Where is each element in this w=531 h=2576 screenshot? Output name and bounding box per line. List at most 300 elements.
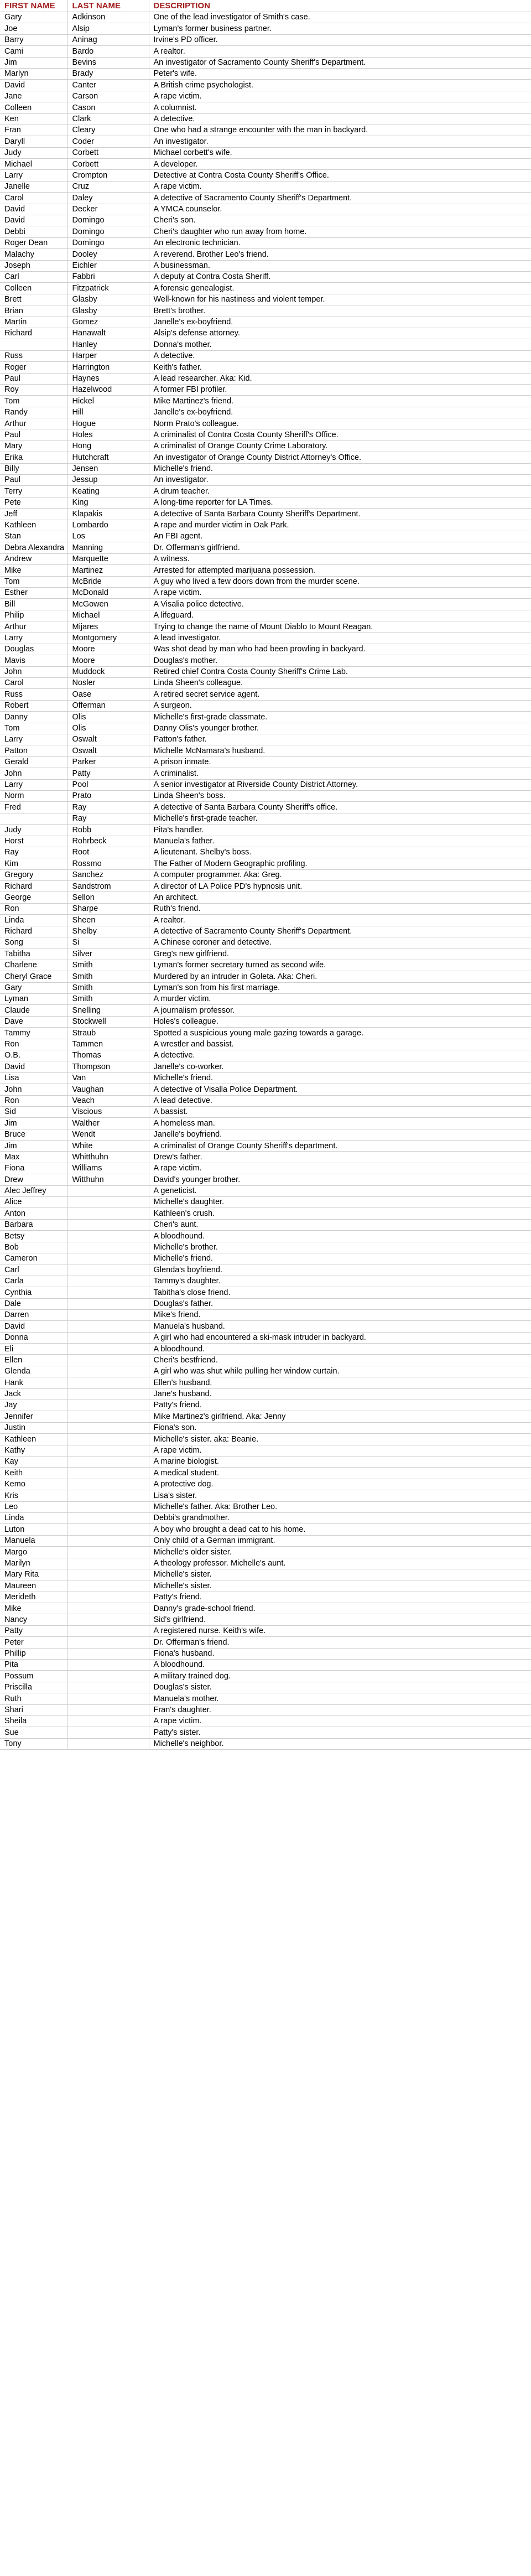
- table-row: [0, 520, 531, 531]
- last-name-cell: Domingo: [67, 237, 149, 248]
- header-first-name: FIRST NAME: [0, 0, 67, 12]
- table-row: [0, 475, 531, 486]
- description-cell: An electronic technician.: [149, 237, 531, 248]
- last-name-cell: Silver: [67, 948, 149, 960]
- last-name-cell: Snelling: [67, 1005, 149, 1016]
- first-name-cell: Mike: [0, 1603, 67, 1614]
- description-cell: Michael corbett's wife.: [149, 147, 531, 158]
- last-name-cell: Moore: [67, 644, 149, 655]
- table-row: [0, 170, 531, 181]
- first-name-cell: Fred: [0, 802, 67, 813]
- first-name-cell: Shari: [0, 1704, 67, 1715]
- description-cell: A journalism professor.: [149, 1005, 531, 1016]
- table-row: [0, 587, 531, 598]
- table-row: [0, 147, 531, 158]
- table-row: [0, 565, 531, 576]
- description-cell: Michelle's daughter.: [149, 1197, 531, 1208]
- table-row: [0, 1490, 531, 1501]
- last-name-cell: [67, 1276, 149, 1287]
- description-cell: Michelle's sister.: [149, 1580, 531, 1592]
- last-name-cell: Jessup: [67, 475, 149, 486]
- first-name-cell: Justin: [0, 1422, 67, 1433]
- description-cell: Jane's husband.: [149, 1388, 531, 1400]
- table-row: [0, 80, 531, 91]
- last-name-cell: Domingo: [67, 226, 149, 237]
- last-name-cell: Harper: [67, 350, 149, 361]
- description-cell: A retired secret service agent.: [149, 689, 531, 700]
- first-name-cell: Martin: [0, 317, 67, 328]
- first-name-cell: Donna: [0, 1332, 67, 1343]
- table-row: [0, 1208, 531, 1219]
- table-row: [0, 497, 531, 508]
- description-cell: Michelle's friend.: [149, 463, 531, 474]
- first-name-cell: Peter: [0, 1637, 67, 1648]
- description-cell: Arrested for attempted marijuana possession.: [149, 565, 531, 576]
- description-cell: A rape victim.: [149, 1163, 531, 1174]
- description-cell: Brett's brother.: [149, 305, 531, 317]
- description-cell: Cheri's daughter who run away from home.: [149, 226, 531, 237]
- first-name-cell: Robert: [0, 700, 67, 711]
- first-name-cell: [0, 813, 67, 824]
- last-name-cell: Crompton: [67, 170, 149, 181]
- first-name-cell: Alec Jeffrey: [0, 1185, 67, 1196]
- description-cell: Fiona's son.: [149, 1422, 531, 1433]
- last-name-cell: Sheen: [67, 915, 149, 926]
- first-name-cell: Gerald: [0, 756, 67, 768]
- table-row: [0, 68, 531, 79]
- last-name-cell: [67, 1400, 149, 1411]
- last-name-cell: Sanchez: [67, 869, 149, 880]
- first-name-cell: O.B.: [0, 1050, 67, 1061]
- description-cell: A detective of Sacramento County Sheriff's Department.: [149, 193, 531, 204]
- first-name-cell: Possum: [0, 1671, 67, 1682]
- description-cell: A computer programmer. Aka: Greg.: [149, 869, 531, 880]
- last-name-cell: Sellon: [67, 892, 149, 903]
- description-cell: An investigator.: [149, 136, 531, 147]
- last-name-cell: [67, 1704, 149, 1715]
- description-cell: A drum teacher.: [149, 486, 531, 497]
- table-row: [0, 1738, 531, 1749]
- table-row: [0, 1163, 531, 1174]
- last-name-cell: Root: [67, 847, 149, 858]
- table-row: [0, 948, 531, 960]
- last-name-cell: [67, 1501, 149, 1512]
- header-row: [0, 0, 531, 12]
- first-name-cell: Paul: [0, 373, 67, 384]
- first-name-cell: Richard: [0, 881, 67, 892]
- description-cell: An investigator of Orange County District Attorney's Office.: [149, 452, 531, 463]
- table-row: [0, 1388, 531, 1400]
- first-name-cell: Manuela: [0, 1535, 67, 1546]
- first-name-cell: Kathy: [0, 1445, 67, 1456]
- last-name-cell: King: [67, 497, 149, 508]
- last-name-cell: Prato: [67, 790, 149, 801]
- description-cell: Mike's friend.: [149, 1309, 531, 1320]
- table-body: [0, 12, 531, 1750]
- description-cell: Was shot dead by man who had been prowling in backyard.: [149, 644, 531, 655]
- first-name-cell: Priscilla: [0, 1682, 67, 1693]
- table-row: [0, 712, 531, 723]
- last-name-cell: Lombardo: [67, 520, 149, 531]
- description-cell: Manuela's father.: [149, 836, 531, 847]
- table-row: [0, 1660, 531, 1671]
- description-cell: A lead investigator.: [149, 633, 531, 644]
- description-cell: Sid's girlfriend.: [149, 1614, 531, 1625]
- first-name-cell: Carol: [0, 193, 67, 204]
- first-name-cell: Gary: [0, 982, 67, 993]
- last-name-cell: [67, 1524, 149, 1535]
- last-name-cell: Carson: [67, 91, 149, 102]
- description-cell: A prison inmate.: [149, 756, 531, 768]
- first-name-cell: Larry: [0, 734, 67, 745]
- first-name-cell: Philip: [0, 610, 67, 621]
- first-name-cell: David: [0, 215, 67, 226]
- last-name-cell: [67, 1445, 149, 1456]
- table-row: [0, 1242, 531, 1253]
- description-cell: An investigator of Sacramento County Sheriff's Department.: [149, 57, 531, 68]
- last-name-cell: [67, 1242, 149, 1253]
- last-name-cell: Adkinson: [67, 12, 149, 23]
- first-name-cell: Joseph: [0, 260, 67, 271]
- table-row: [0, 91, 531, 102]
- table-row: [0, 193, 531, 204]
- first-name-cell: Tom: [0, 723, 67, 734]
- last-name-cell: Patty: [67, 768, 149, 779]
- table-row: [0, 1512, 531, 1523]
- first-name-cell: Cameron: [0, 1253, 67, 1264]
- first-name-cell: Ron: [0, 1039, 67, 1050]
- table-row: [0, 700, 531, 711]
- first-name-cell: Janelle: [0, 181, 67, 192]
- first-name-cell: Linda: [0, 1512, 67, 1523]
- table-row: [0, 1524, 531, 1535]
- table-row: [0, 396, 531, 407]
- first-name-cell: John: [0, 1084, 67, 1095]
- last-name-cell: [67, 1603, 149, 1614]
- last-name-cell: Hickel: [67, 396, 149, 407]
- first-name-cell: Ron: [0, 903, 67, 914]
- table-row: [0, 204, 531, 215]
- last-name-cell: Robb: [67, 825, 149, 836]
- first-name-cell: Kay: [0, 1457, 67, 1468]
- table-row: [0, 599, 531, 610]
- first-name-cell: Sid: [0, 1106, 67, 1117]
- first-name-cell: Pita: [0, 1660, 67, 1671]
- description-cell: Michelle McNamara's husband.: [149, 745, 531, 756]
- first-name-cell: Mary: [0, 440, 67, 452]
- last-name-cell: Hanley: [67, 339, 149, 350]
- table-row: [0, 12, 531, 23]
- table-row: [0, 915, 531, 926]
- table-row: [0, 1231, 531, 1242]
- last-name-cell: Hanawalt: [67, 328, 149, 339]
- last-name-cell: Smith: [67, 993, 149, 1004]
- first-name-cell: Tom: [0, 576, 67, 587]
- description-cell: One who had a strange encounter with the man in backyard.: [149, 125, 531, 136]
- first-name-cell: David: [0, 80, 67, 91]
- table-row: [0, 57, 531, 68]
- first-name-cell: Barry: [0, 34, 67, 45]
- description-cell: A theology professor. Michelle's aunt.: [149, 1558, 531, 1569]
- first-name-cell: Ruth: [0, 1693, 67, 1704]
- last-name-cell: [67, 1298, 149, 1309]
- last-name-cell: Mijares: [67, 621, 149, 633]
- first-name-cell: Daryll: [0, 136, 67, 147]
- table-row: [0, 813, 531, 824]
- first-name-cell: Kemo: [0, 1479, 67, 1490]
- description-cell: Janelle's ex-boyfriend.: [149, 407, 531, 418]
- description-cell: Irvine's PD officer.: [149, 34, 531, 45]
- first-name-cell: Jeff: [0, 509, 67, 520]
- first-name-cell: Tabitha: [0, 948, 67, 960]
- first-name-cell: Esther: [0, 587, 67, 598]
- description-cell: A criminalist.: [149, 768, 531, 779]
- last-name-cell: Hutchcraft: [67, 452, 149, 463]
- description-cell: Michelle's sister. aka: Beanie.: [149, 1434, 531, 1445]
- description-cell: A registered nurse. Keith's wife.: [149, 1625, 531, 1636]
- description-cell: A director of LA Police PD's hypnosis unit.: [149, 881, 531, 892]
- last-name-cell: Sharpe: [67, 903, 149, 914]
- table-row: [0, 1129, 531, 1140]
- first-name-cell: Arthur: [0, 621, 67, 633]
- description-cell: A rape victim.: [149, 91, 531, 102]
- description-cell: Manuela's husband.: [149, 1321, 531, 1332]
- first-name-cell: Mike: [0, 565, 67, 576]
- table-row: [0, 1501, 531, 1512]
- table-row: [0, 621, 531, 633]
- description-cell: Retired chief Contra Costa County Sheriff's Crime Lab.: [149, 666, 531, 677]
- last-name-cell: [67, 1738, 149, 1749]
- table-row: [0, 1028, 531, 1039]
- table-row: [0, 847, 531, 858]
- first-name-cell: Gary: [0, 12, 67, 23]
- table-row: [0, 1106, 531, 1117]
- table-row: [0, 1344, 531, 1355]
- table-row: [0, 1671, 531, 1682]
- first-name-cell: Fran: [0, 125, 67, 136]
- table-row: [0, 1152, 531, 1163]
- table-row: [0, 249, 531, 260]
- last-name-cell: [67, 1197, 149, 1208]
- table-row: [0, 362, 531, 373]
- table-row: [0, 1050, 531, 1061]
- description-cell: Janelle's boyfriend.: [149, 1129, 531, 1140]
- last-name-cell: [67, 1671, 149, 1682]
- description-cell: A detective.: [149, 350, 531, 361]
- last-name-cell: [67, 1490, 149, 1501]
- table-row: [0, 881, 531, 892]
- last-name-cell: [67, 1468, 149, 1479]
- description-cell: Michelle's first-grade classmate.: [149, 712, 531, 723]
- last-name-cell: Harrington: [67, 362, 149, 373]
- first-name-cell: Ron: [0, 1095, 67, 1106]
- first-name-cell: Carol: [0, 678, 67, 689]
- table-row: [0, 1614, 531, 1625]
- description-cell: A detective of Visalla Police Department.: [149, 1084, 531, 1095]
- table-row: [0, 1287, 531, 1298]
- table-row: [0, 768, 531, 779]
- description-cell: A rape and murder victim in Oak Park.: [149, 520, 531, 531]
- description-cell: Michelle's sister.: [149, 1569, 531, 1580]
- first-name-cell: Jack: [0, 1388, 67, 1400]
- last-name-cell: [67, 1344, 149, 1355]
- description-cell: David's younger brother.: [149, 1174, 531, 1185]
- last-name-cell: Bevins: [67, 57, 149, 68]
- first-name-cell: John: [0, 666, 67, 677]
- last-name-cell: Holes: [67, 429, 149, 440]
- last-name-cell: [67, 1727, 149, 1738]
- first-name-cell: Claude: [0, 1005, 67, 1016]
- last-name-cell: Moore: [67, 655, 149, 666]
- table-row: [0, 723, 531, 734]
- table-row: [0, 1005, 531, 1016]
- first-name-cell: Betsy: [0, 1231, 67, 1242]
- last-name-cell: [67, 1569, 149, 1580]
- last-name-cell: Daley: [67, 193, 149, 204]
- last-name-cell: [67, 1693, 149, 1704]
- description-cell: Fran's daughter.: [149, 1704, 531, 1715]
- description-cell: Dr. Offerman's girlfriend.: [149, 542, 531, 553]
- table-row: [0, 790, 531, 801]
- last-name-cell: [67, 1660, 149, 1671]
- description-cell: A detective of Santa Barbara County Sheriff's Department.: [149, 509, 531, 520]
- description-cell: A girl who had encountered a ski-mask intruder in backyard.: [149, 1332, 531, 1343]
- table-row: [0, 756, 531, 768]
- description-cell: A protective dog.: [149, 1479, 531, 1490]
- last-name-cell: [67, 1479, 149, 1490]
- description-cell: An architect.: [149, 892, 531, 903]
- table-row: [0, 836, 531, 847]
- last-name-cell: Hill: [67, 407, 149, 418]
- first-name-cell: Larry: [0, 170, 67, 181]
- last-name-cell: Fitzpatrick: [67, 283, 149, 294]
- description-cell: Manuela's mother.: [149, 1693, 531, 1704]
- description-cell: Michelle's friend.: [149, 1253, 531, 1264]
- last-name-cell: Vaughan: [67, 1084, 149, 1095]
- table-row: [0, 452, 531, 463]
- last-name-cell: [67, 1264, 149, 1276]
- description-cell: A former FBI profiler.: [149, 384, 531, 395]
- last-name-cell: Stockwell: [67, 1016, 149, 1027]
- description-cell: Fiona's husband.: [149, 1648, 531, 1659]
- description-cell: Alsip's defense attorney.: [149, 328, 531, 339]
- table-row: [0, 260, 531, 271]
- description-cell: A detective of Santa Barbara County Sheriff's office.: [149, 802, 531, 813]
- table-row: [0, 869, 531, 880]
- description-cell: A witness.: [149, 553, 531, 564]
- last-name-cell: Whitthuhn: [67, 1152, 149, 1163]
- first-name-cell: Billy: [0, 463, 67, 474]
- description-cell: Cheri's son.: [149, 215, 531, 226]
- table-row: [0, 779, 531, 790]
- description-cell: A reverend. Brother Leo's friend.: [149, 249, 531, 260]
- first-name-cell: Randy: [0, 407, 67, 418]
- description-cell: A rape victim.: [149, 181, 531, 192]
- first-name-cell: Gregory: [0, 869, 67, 880]
- description-cell: Linda Sheen's boss.: [149, 790, 531, 801]
- description-cell: Keith's father.: [149, 362, 531, 373]
- description-cell: Ruth's friend.: [149, 903, 531, 914]
- table-row: [0, 125, 531, 136]
- table-row: [0, 23, 531, 34]
- description-cell: A long-time reporter for LA Times.: [149, 497, 531, 508]
- description-cell: A detective.: [149, 1050, 531, 1061]
- last-name-cell: [67, 1321, 149, 1332]
- header-description: DESCRIPTION: [149, 0, 531, 12]
- table-row: [0, 633, 531, 644]
- table-row: [0, 1253, 531, 1264]
- first-name-cell: David: [0, 1061, 67, 1072]
- description-cell: A British crime psychologist.: [149, 80, 531, 91]
- first-name-cell: Patty: [0, 1625, 67, 1636]
- table-row: [0, 350, 531, 361]
- first-name-cell: Jay: [0, 1400, 67, 1411]
- table-row: [0, 1434, 531, 1445]
- description-cell: A realtor.: [149, 46, 531, 57]
- first-name-cell: Nancy: [0, 1614, 67, 1625]
- description-cell: Debbi's grandmother.: [149, 1512, 531, 1523]
- table-row: [0, 429, 531, 440]
- last-name-cell: [67, 1377, 149, 1388]
- table-row: [0, 1411, 531, 1422]
- first-name-cell: Paul: [0, 475, 67, 486]
- description-cell: A businessman.: [149, 260, 531, 271]
- description-cell: A bloodhound.: [149, 1344, 531, 1355]
- table-row: [0, 644, 531, 655]
- first-name-cell: Judy: [0, 825, 67, 836]
- last-name-cell: [67, 1614, 149, 1625]
- description-cell: Lyman's son from his first marriage.: [149, 982, 531, 993]
- last-name-cell: Smith: [67, 982, 149, 993]
- last-name-cell: Montgomery: [67, 633, 149, 644]
- first-name-cell: Pete: [0, 497, 67, 508]
- table-row: [0, 373, 531, 384]
- table-row: [0, 1264, 531, 1276]
- table-row: [0, 1355, 531, 1366]
- last-name-cell: Cruz: [67, 181, 149, 192]
- last-name-cell: [67, 1512, 149, 1523]
- description-cell: A senior investigator at Riverside County District Attorney.: [149, 779, 531, 790]
- first-name-cell: Sue: [0, 1727, 67, 1738]
- description-cell: A girl who was shut while pulling her window curtain.: [149, 1366, 531, 1377]
- description-cell: Norm Prato's colleague.: [149, 418, 531, 429]
- last-name-cell: Cason: [67, 102, 149, 113]
- last-name-cell: Van: [67, 1072, 149, 1084]
- first-name-cell: Patton: [0, 745, 67, 756]
- last-name-cell: Martinez: [67, 565, 149, 576]
- description-cell: Patty's sister.: [149, 1727, 531, 1738]
- last-name-cell: Keating: [67, 486, 149, 497]
- table-row: [0, 689, 531, 700]
- first-name-cell: Jennifer: [0, 1411, 67, 1422]
- first-name-cell: Drew: [0, 1174, 67, 1185]
- description-cell: Janelle's ex-boyfriend.: [149, 317, 531, 328]
- last-name-cell: Oase: [67, 689, 149, 700]
- first-name-cell: Bruce: [0, 1129, 67, 1140]
- description-cell: One of the lead investigator of Smith's case.: [149, 12, 531, 23]
- description-cell: Patty's friend.: [149, 1592, 531, 1603]
- table-row: [0, 734, 531, 745]
- description-cell: Spotted a suspicious young male gazing towards a garage.: [149, 1028, 531, 1039]
- last-name-cell: Brady: [67, 68, 149, 79]
- last-name-cell: Thompson: [67, 1061, 149, 1072]
- first-name-cell: Jim: [0, 1141, 67, 1152]
- first-name-cell: Jim: [0, 1118, 67, 1129]
- first-name-cell: Merideth: [0, 1592, 67, 1603]
- description-cell: A rape victim.: [149, 1445, 531, 1456]
- first-name-cell: Colleen: [0, 283, 67, 294]
- last-name-cell: Canter: [67, 80, 149, 91]
